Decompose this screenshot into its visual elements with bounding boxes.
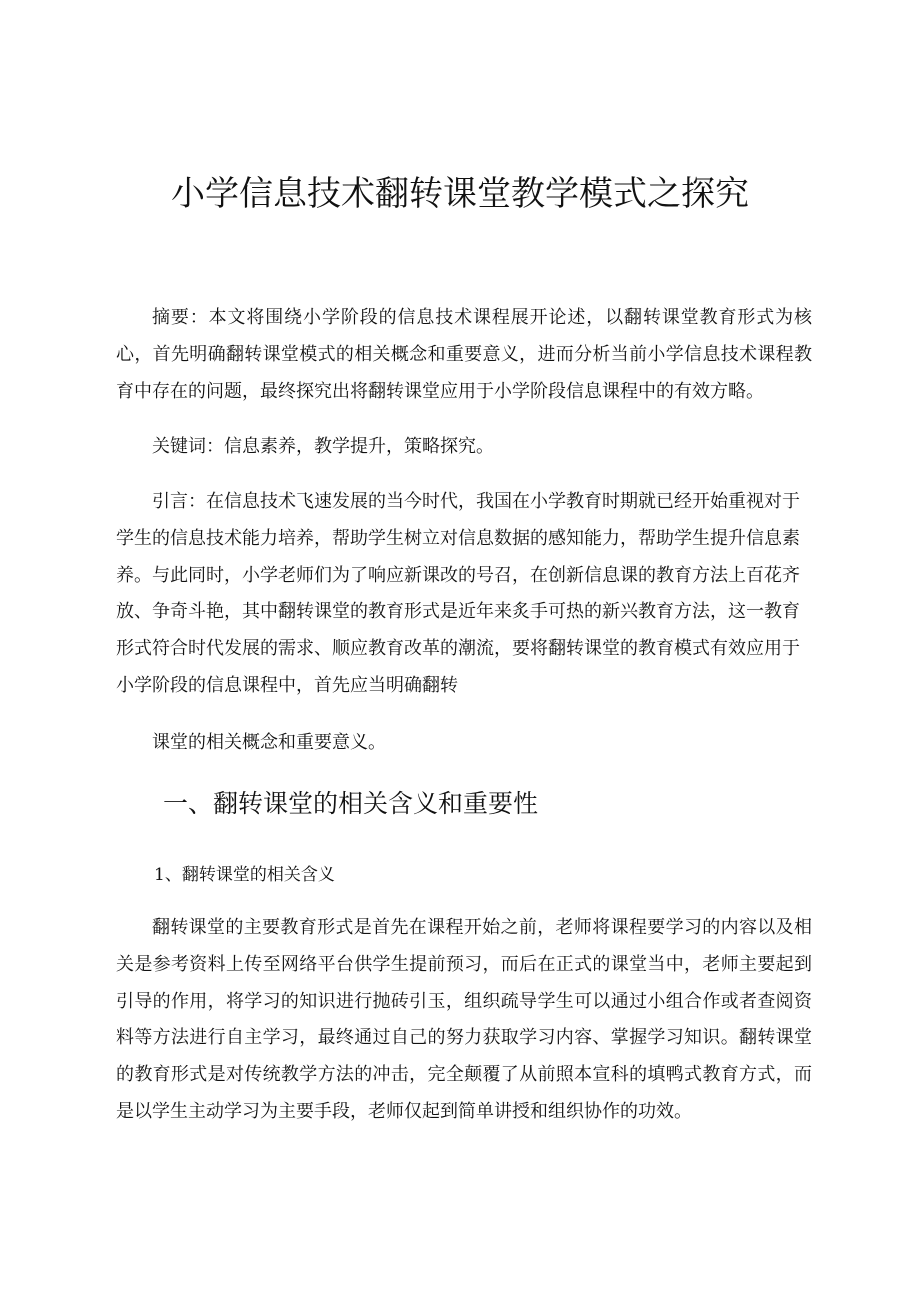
- abstract-block: [116, 300, 812, 410]
- abstract-paragraph: 摘要：本文将围绕小学阶段的信息技术课程展开论述，以翻转课堂教育形式为核心，首先明确翻转课堂模式的相关概念和重要意义，进而分析当前小学信息技术课程教育中存在的问题，最终探究出将翻转课堂应用于小学阶段信息课程中的有效方略。: [116, 307, 812, 402]
- document-title: 小学信息技术翻转课堂教学模式之探究: [171, 174, 749, 214]
- subsection-body-paragraph: 翻转课堂的主要教育形式是首先在课程开始之前，老师将课程要学习的内容以及相关是参考资料上传至网络平台供学生提前预习，而后在正式的课堂当中，老师主要起到引导的作用，将学习的知识进行抛砖引玉，组织疏导学生可以通过小组合作或者查阅资料等方法进行自主学习，最终通过自己的努力获取学习内容、掌握学习知识。翻转课堂的教育形式是对传统教学方法的冲击，完全颠覆了从前照本宣科的填鸭式教育方式，而是以学生主动学习为主要手段，老师仅起到简单讲授和组织协作的功效。: [116, 917, 812, 1122]
- intro-continuation-paragraph: 课堂的相关概念和重要意义。: [152, 732, 386, 753]
- intro-continuation-block: [116, 725, 812, 762]
- keywords-block: [116, 429, 812, 466]
- intro-paragraph: 引言：在信息技术飞速发展的当今时代，我国在小学教育时期就已经开始重视对于学生的信息技术能力培养，帮助学生树立对信息数据的感知能力，帮助学生提升信息素养。与此同时，小学老师们为了响应新课改的号召，在创新信息课的教育方法上百花齐放、争奇斗艳，其中翻转课堂的教育形式是近年来炙手可热的新兴教育方法，这一教育形式符合时代发展的需求、顺应教育改革的潮流，要将翻转课堂的教育模式有效应用于小学阶段的信息课程中，首先应当明确翻转: [116, 491, 800, 696]
- intro-block: [116, 484, 812, 705]
- subsection-body-block: [116, 910, 812, 1131]
- keywords-paragraph: 关键词：信息素养，教学提升，策略探究。: [152, 436, 494, 457]
- subsection-heading: 1、翻转课堂的相关含义: [154, 865, 335, 885]
- section-heading: 一、翻转课堂的相关含义和重要性: [163, 789, 539, 818]
